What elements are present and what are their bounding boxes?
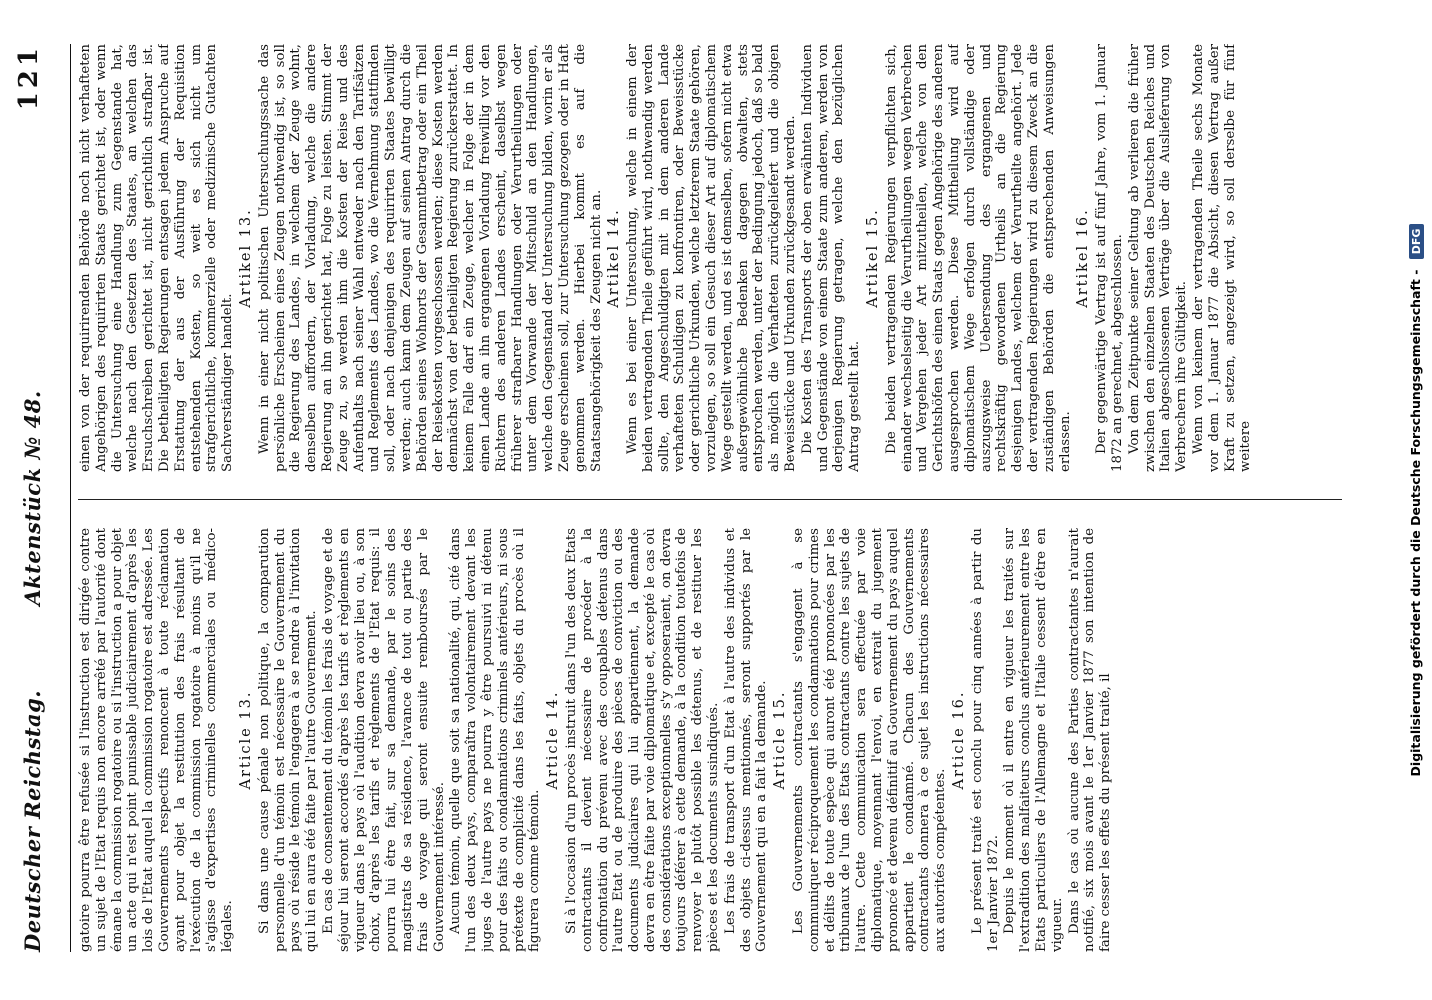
paragraph: Wenn in einer nicht politischen Untersuchungssache das persönliche Erscheinen eines Zeugen nothwendig ist, so soll die Regierung des Landes, in welchem der Zeuge wohnt, denselben auffordern, der Vorladung, welche die andere Regierung an ihn gerichtet hat, Folge zu leisten. Stimmt der Zeuge zu, so werden ihm die Kosten der Reise und des Aufenthalts nach seiner Wahl entweder nach den Tarifsätzen und Reglements des Landes, wo die Vernehmung stattfinden soll, oder nach denjenigen des requirirten Staates bewilligt werden; auch kann dem Zeugen auf seinen Antrag durch die Behörden seines Wohnorts der Gesammtbetrag oder ein Theil der Reisekosten vorgeschossen werden; diese Kosten werden demnächst von der betheiligten Regierung zurückerstattet. In keinem Falle darf ein Zeuge, welcher in Folge der in dem einen Lande an ihn ergangenen Vorladung freiwillig vor den Richtern des anderen Landes erscheint, daselbst wegen früherer strafbarer Handlungen oder Verurtheilungen oder unter dem Vorwande der Mitschuld an den Handlungen, welche den Gegenstand der Untersuchung bilden, worin er als Zeuge erscheinen soll, zur Untersuchung gezogen oder in Haft genommen werden. Hierbei kommt es auf die Staatsangehörigkeit des Zeugen nicht an.: [256, 44, 604, 472]
paragraph: Depuis le moment où il entre en vigueur les traités sur l'extradition des malfaiteurs conclus antérieurement entre les Etats particuliers de l'Allemagne et l'Italie cessent d'être en vigueur.: [1002, 528, 1065, 952]
article-heading: Artikel 15.: [865, 208, 882, 308]
paragraph: einen von der requirirenden Behörde noch nicht verhafteten Angehörigen des requirirten Staats gerichtet ist, oder wenn die Untersuchung eine Handlung zum Gegenstande hat, welche nach den Gesetzen des Staates, an welchen das Ersuchschreiben gerichtet ist, nicht gerichtlich strafbar ist. Die betheiligten Regierungen entsagen jedem Anspruche auf Erstattung der aus der Ausführung der Requisition entstehenden Kosten, so weit es sich nicht um strafgerichtliche, kommerzielle oder medizinische Gutachten Sachverständiger handelt.: [78, 44, 236, 472]
paragraph: Die beiden vertragenden Regierungen verpflichten sich, einander wechselseitig die Verurtheilungen wegen Verbrechen und Vergehen jeder Art mitzutheilen, welche von den Gerichtshöfen des einen Staats gegen Angehörige des anderen ausgesprochen werden. Diese Mittheilung wird auf diplomatischem Wege erfolgen durch vollständige oder auszugsweise Uebersendung des ergangenen und rechtskräftig gewordenen Urtheils an die Regierung desjenigen Landes, welchem der Verurtheilte angehört. Jede der vertragenden Regierungen wird zu diesem Zweck an die zuständigen Behörden die entsprechenden Anweisungen erlassen.: [883, 44, 1073, 472]
page-number: 121: [14, 44, 44, 111]
dfg-badge: DFG: [1409, 224, 1424, 260]
article-heading: Article 16.: [951, 690, 968, 790]
paragraph: Der gegenwärtige Vertrag ist auf fünf Jahre, vom 1. Januar 1872 an gerechnet, abgeschlossen.: [1094, 44, 1125, 472]
paragraph: Les frais de transport d'un Etat à l'autre des individus et des objets ci-dessus mentionnés, seront supportés par le Gouvernement qui en a fait la demande.: [722, 528, 770, 952]
digitization-text: Digitalisierung gefördert durch die Deutsche Forschungsgemeinschaft -: [1408, 269, 1423, 777]
paragraph: Die Kosten des Transports der oben erwähnten Individuen und Gegenstände von einem Staate zum anderen, werden von derjenigen Regierung getragen, welche den bezüglichen Antrag gestellt hat.: [799, 44, 863, 472]
header-left-title: Deutscher Reichstag.: [20, 689, 45, 952]
article-heading: Article 15.: [772, 690, 789, 790]
paragraph: Aucun témoin, quelle que soit sa nationalité, qui, cité dans l'un des deux pays, comparaîtra volontairement devant les juges de l'autre pays ne pourra y être poursuivi ni détenu pour des faits ou condamnations criminels antérieurs, ni sous prétexte de complicité dans les faits, objets du procès où il figurera comme témoin.: [448, 528, 543, 952]
header-center-title: Aktenstück № 48.: [20, 390, 45, 606]
paragraph: gatoire pourra être refusée si l'instruction est dirigée contre un sujet de l'Etat requis non encore arrêté par l'autorité dont émane la commission rogatoire ou si l'instruction a pour objet un acte qui n'est point punissable judiciairement d'après les lois de l'Etat auquel la commission rogatoire est adressée. Les Gouvernements respectifs renoncent à toute réclamation ayant pour objet la restitution des frais résultant de l'exécution de la commission rogatoire à moins qu'il ne s'agisse d'expertises criminelles commerciales ou médico-légales.: [78, 528, 236, 952]
paragraph: En cas de consentement du témoin les frais de voyage et de séjour lui seront accordés d'après les tarifs et règlements en vigueur dans le pays où l'audition devra avoir lieu ou, à son choix, d'après les tarifs et règlements de l'Etat requis: il pourra lui être fait, sur sa demande, par le soins des magistrats de sa résidence, l'avance de tout ou partie des frais de voyage qui seront ensuite remboursés par le Gouvernement intéressé.: [320, 528, 447, 952]
digitization-credit: [1408, 0, 1424, 1000]
article-heading: Article 14.: [545, 690, 562, 790]
paragraph: Les Gouvernements contractants s'engagent à se communiquer réciproquement les condamnations pour crimes et délits de toute espèce qui auront été prononcées par les tribunaux de l'un des Etats contractants contre les sujets de l'autre. Cette communication sera effectuée par voie diplomatique, moyennant l'envoi, en extrait du jugement prononcé et devenu définitif au Gouvernement du pays auquel appartient le condamné. Chacun des Gouvernements contractants donnera à ce sujet les instructions nécessaires aux autorités compétentes.: [791, 528, 949, 952]
german-column: [78, 44, 1342, 472]
paragraph: Dans le cas où aucune des Parties contractantes n'aurait notifié, six mois avant le 1er Janvier 1877 son intention de faire cesser les effets du présent traité, il: [1066, 528, 1114, 952]
paragraph: Wenn von keinem der vertragenden Theile sechs Monate vor dem 1. Januar 1877 die Absicht, diesen Vertrag außer Kraft zu setzen, angezeigt wird, so soll derselbe für fünf weitere: [1190, 44, 1254, 472]
paragraph: Si dans une cause pénale non politique, la comparution personnelle d'un témoin est nécessaire le Gouvernement du pays où réside le témoin l'engagera à se rendre à l'invitation qui lui en aura été faite par l'autre Gouvernement.: [256, 528, 320, 952]
article-heading: Artikel 14.: [606, 208, 623, 308]
column-divider: [78, 499, 1342, 500]
paragraph: Wenn es bei einer Untersuchung, welche in einem der beiden vertragenden Theile geführt wird, nothwendig werden sollte, den Angeschuldigten mit in dem anderen Lande verhafteten Schuldigen zu konfrontiren, oder Beweisstücke oder gerichtliche Urkunden, welche letzterem Staate gehören, vorzulegen, so soll ein Gesuch dieser Art auf diplomatischem Wege gestellt werden, und es ist demselben, sofern nicht etwa außergewöhnliche Bedenken dagegen obwalten, stets entsprochen werden, unter der Bedingung jedoch, daß so bald als möglich die Verhafteten zurückgeliefert und die obigen Beweisstücke und Urkunden zurückgesandt werden.: [625, 44, 799, 472]
paragraph: Von dem Zeitpunkte seiner Geltung ab verlieren die früher zwischen den einzelnen Staaten des Deutschen Reiches und Italien abgeschlossenen Verträge über die Auslieferung von Verbrechern ihre Gültigkeit.: [1126, 44, 1190, 472]
paragraph: Si à l'occasion d'un procès instruit dans l'un des deux Etats contractants il devient nécessaire de procéder à la confrontation du prévenu avec des coupables détenus dans l'autre Etat ou de produire des pièces de conviction ou des documents judiciaires qui lui appartiennent, la demande devra en être faite par voie diplomatique et, excepté le cas où des considérations exceptionnelles s'y opposeraient, on devra toujours déférer à cette demande, à la condition toutefois de renvoyer le plutôt possible les détenus, et de restituer les pièces et les documents susindiqués.: [563, 528, 722, 952]
page-header: [10, 44, 71, 952]
article-heading: Artikel 13.: [237, 208, 254, 308]
article-heading: Artikel 16.: [1075, 208, 1092, 308]
french-column: [78, 528, 1342, 952]
article-heading: Article 13.: [237, 690, 254, 790]
paragraph: Le présent traité est conclu pour cinq années à partir du 1er Janvier 1872.: [969, 528, 1001, 952]
